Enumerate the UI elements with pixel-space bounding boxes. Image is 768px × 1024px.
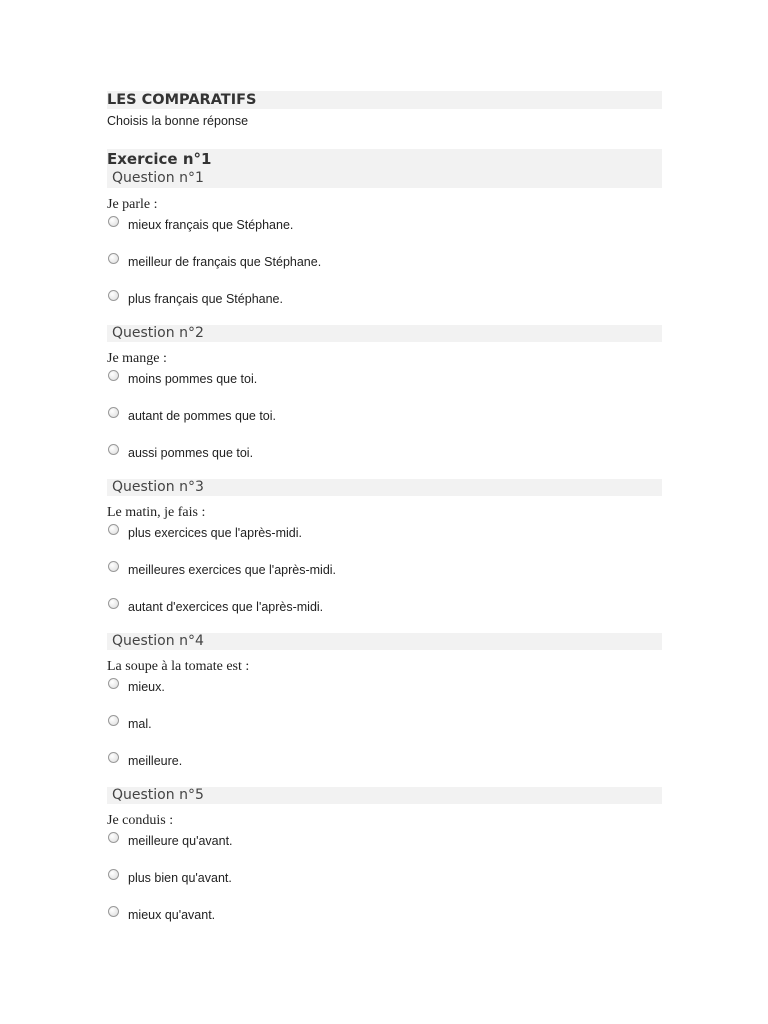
exercise-header: [107, 149, 662, 188]
answer-option[interactable]: [107, 442, 662, 479]
option-label: mieux.: [128, 680, 165, 694]
radio-button[interactable]: [108, 906, 119, 917]
answer-option[interactable]: [107, 596, 662, 633]
answer-option[interactable]: [107, 251, 662, 288]
option-label: plus français que Stéphane.: [128, 292, 283, 306]
radio-button[interactable]: [108, 290, 119, 301]
radio-button[interactable]: [108, 715, 119, 726]
radio-button[interactable]: [108, 678, 119, 689]
answer-option[interactable]: [107, 405, 662, 442]
quiz-page: [107, 91, 662, 941]
radio-button[interactable]: [108, 216, 119, 227]
radio-button[interactable]: [108, 752, 119, 763]
radio-button[interactable]: [108, 444, 119, 455]
exercise-title: Exercice n°1: [107, 150, 212, 168]
radio-button[interactable]: [108, 370, 119, 381]
radio-button[interactable]: [108, 561, 119, 572]
radio-button[interactable]: [108, 869, 119, 880]
instructions: Choisis la bonne réponse: [107, 114, 249, 128]
answer-option[interactable]: [107, 676, 662, 713]
radio-button[interactable]: [108, 524, 119, 535]
answer-option[interactable]: [107, 288, 662, 325]
question-label: Question n°5: [107, 787, 662, 804]
question-prompt: La soupe à la tomate est :: [107, 659, 250, 674]
answer-option[interactable]: [107, 867, 662, 904]
answer-option[interactable]: [107, 214, 662, 251]
option-label: mal.: [128, 717, 152, 731]
option-label: meilleures exercices que l'après-midi.: [128, 563, 337, 577]
answer-option[interactable]: [107, 904, 662, 941]
answer-option[interactable]: [107, 368, 662, 405]
answer-option[interactable]: [107, 522, 662, 559]
question-label: Question n°3: [107, 479, 662, 496]
question-2: [107, 325, 662, 479]
option-label: mieux qu'avant.: [128, 908, 216, 922]
question-3: [107, 479, 662, 633]
page-title: LES COMPARATIFS: [107, 91, 662, 109]
question-prompt: Le matin, je fais :: [107, 505, 206, 520]
option-label: plus bien qu'avant.: [128, 871, 232, 885]
answer-option[interactable]: [107, 750, 662, 787]
question-4: [107, 633, 662, 787]
option-label: moins pommes que toi.: [128, 372, 258, 386]
question-1: [107, 196, 662, 325]
radio-button[interactable]: [108, 253, 119, 264]
radio-button[interactable]: [108, 407, 119, 418]
question-label: Question n°2: [107, 325, 662, 342]
answer-option[interactable]: [107, 713, 662, 750]
question-label: Question n°1: [112, 170, 204, 186]
option-label: autant de pommes que toi.: [128, 409, 277, 423]
option-label: meilleure qu'avant.: [128, 834, 233, 848]
question-label: Question n°4: [107, 633, 662, 650]
radio-button[interactable]: [108, 598, 119, 609]
option-label: autant d'exercices que l'après-midi.: [128, 600, 324, 614]
answer-option[interactable]: [107, 559, 662, 596]
option-label: meilleur de français que Stéphane.: [128, 255, 322, 269]
option-label: plus exercices que l'après-midi.: [128, 526, 302, 540]
question-prompt: Je conduis :: [107, 813, 174, 828]
answer-option[interactable]: [107, 830, 662, 867]
question-prompt: Je mange :: [107, 351, 167, 366]
question-prompt: Je parle :: [107, 197, 158, 212]
option-label: mieux français que Stéphane.: [128, 218, 294, 232]
option-label: meilleure.: [128, 754, 183, 768]
radio-button[interactable]: [108, 832, 119, 843]
option-label: aussi pommes que toi.: [128, 446, 254, 460]
question-5: [107, 787, 662, 941]
